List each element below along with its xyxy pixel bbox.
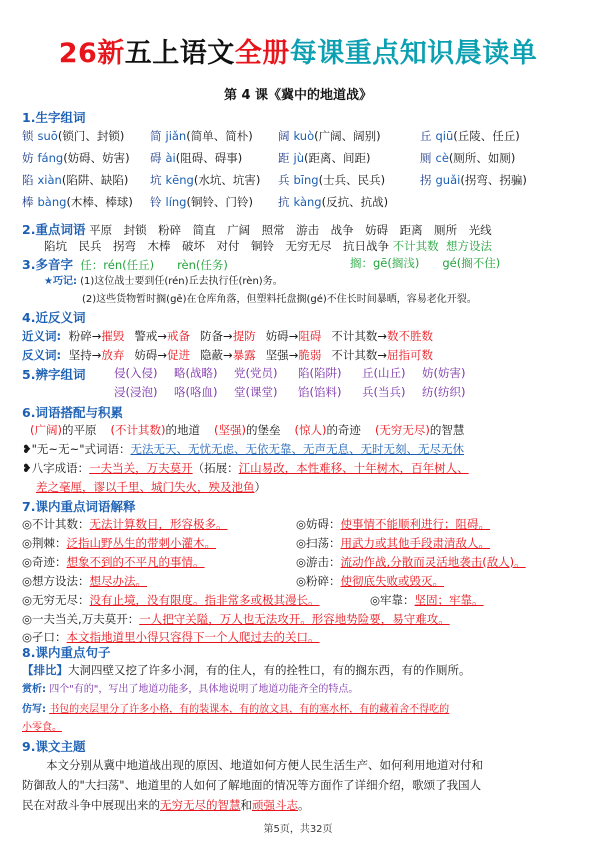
section-5-title: 5.辨字组词 (22, 367, 86, 382)
explanation-item (370, 594, 484, 608)
character-pinyin: kàng (293, 195, 322, 209)
similar-char-entry: 党(党员) (234, 366, 278, 380)
character-pinyin: qiū (435, 129, 454, 143)
character-entry (22, 130, 124, 144)
idiom-line-1: ❥八字成语：一夫当关，万夫莫开（拓展：江山易改，本性难移、十年树木，百年树人、 (22, 461, 469, 475)
character-pinyin: jù (293, 151, 304, 165)
collocation-noun: 的堡垒 (245, 423, 281, 437)
syn-word: 防备 (200, 329, 224, 343)
theme-highlight-2: 顽强斗志 (252, 798, 298, 812)
explanation-term: ◎不计其数： (22, 517, 90, 531)
character-pinyin: kēng (165, 173, 194, 187)
explanation-text: 无法计算数目，形容极多。 (89, 517, 228, 531)
key-sentence-text: 大洞四壁又挖了许多小洞，有的住人，有的拴牲口，有的搁东西，有的作厕所。 (68, 663, 471, 677)
character-entry (278, 130, 381, 144)
character-pinyin: guǎi (435, 173, 461, 187)
theme-connector: 和 (240, 798, 252, 812)
explanation-text: 想尽办法。 (89, 574, 148, 588)
explanation-term: ◎想方设法： (22, 574, 90, 588)
lesson-title: 第 4 课《冀中的地道战》 (223, 88, 373, 103)
collocations-line (30, 424, 464, 438)
character-glyph: 铃 (150, 195, 162, 209)
character-glyph: 拐 (420, 173, 432, 187)
character-entry (150, 152, 242, 166)
character-glyph: 距 (278, 151, 290, 165)
imitation-line-2 (22, 722, 62, 734)
character-glyph: 抗 (278, 195, 290, 209)
character-pinyin: bàng (37, 195, 67, 209)
character-entry (150, 196, 253, 210)
explanation-text: 流动作战,分散而灵活地袭击(敌人)。 (340, 555, 526, 569)
syn-pair-word: 提防 (232, 329, 256, 343)
wu-wu-label: "无~无~"式词语： (31, 442, 131, 456)
character-words: (拐弯、拐骗) (460, 173, 527, 187)
arrow-icon: → (223, 329, 233, 343)
polyphone-line (22, 257, 228, 273)
collocation-noun: 的平原 (61, 423, 97, 437)
section-3-title: 3.多音字 (22, 257, 73, 272)
explanation-term: ◎无穷无尽： (22, 593, 90, 607)
similar-char-entry: 侵(入侵) (114, 366, 158, 380)
explanation-item (22, 575, 147, 589)
idiom-extend-2: 差之毫厘，谬以千里、城门失火，殃及池鱼 (36, 480, 255, 494)
collocation-blank: (广阔) (30, 423, 62, 437)
wu-wu-words: 无法无天、无忧无虑、无依无靠、无声无息、无时无刻、无尽无休 (130, 442, 464, 456)
explanation-term: ◎一夫当关,万夫莫开： (22, 612, 140, 626)
character-words: (士兵、民兵) (318, 173, 386, 187)
imitation-line-1 (22, 704, 449, 716)
arrow-icon: → (91, 329, 102, 343)
character-glyph: 厕 (420, 151, 432, 165)
theme-text: 民在对敌斗争中展现出来的 (22, 798, 160, 812)
character-pinyin: jiǎn (165, 129, 187, 143)
similar-char-entry: 咯(咯血) (174, 385, 218, 399)
title-part-1: 26新 (58, 38, 125, 69)
idiom-extend-1: 江山易改，本性难移、十年树木，百年树人、 (238, 461, 469, 475)
explanation-item (296, 537, 490, 551)
character-pinyin: suō (37, 129, 58, 143)
character-words: (阻碍、碍事) (175, 151, 243, 165)
page-footer: 第5页，共32页 (263, 824, 333, 835)
explanation-item (296, 518, 490, 532)
character-entry (22, 174, 128, 188)
explanation-term: ◎游击： (296, 555, 341, 569)
key-words-line-1 (22, 222, 492, 238)
character-pinyin: cè (435, 151, 449, 165)
explanation-item (22, 631, 320, 645)
explanation-text: 坚固；牢靠。 (414, 593, 484, 607)
character-glyph: 阔 (278, 129, 290, 143)
memory-tip-2: (2)这些货物暂时搁(gē)在仓库角落，但塑料托盘搁(gé)不住长时间暴晒，容易老化开裂。 (82, 294, 477, 305)
explanation-item (296, 575, 444, 589)
explanation-text: 用武力或其他手段肃清敌人。 (340, 536, 491, 550)
character-entry (278, 152, 370, 166)
key-words-text-1: 平原 封锁 粉碎 简直 广阔 照常 游击 战争 妨碍 距离 厕所 光线 (89, 223, 492, 237)
syn-pair-word: 摧毁 (101, 329, 125, 343)
syn-word: 不计其数 (331, 329, 378, 343)
imitation-text-2: 小零食。 (22, 722, 62, 733)
character-words: (水坑、坑害) (193, 173, 261, 187)
explanation-text: 泛指山野丛生的带刺小灌木。 (66, 536, 217, 550)
section-4-title: 4.近反义词 (22, 310, 86, 325)
syn-pair-word: 数不胜数 (386, 329, 433, 343)
character-entry (22, 152, 130, 166)
idiom-extend-label: （拓展： (192, 461, 239, 475)
syn-word: 粉碎 (68, 329, 92, 343)
theme-line-2: 防御敌人的"大扫荡"、地道里的人如何了解地面的情况等方面作了详细介绍，歌颂了我国人 (22, 778, 482, 792)
arrow-icon: → (91, 348, 102, 362)
ant-pair-word: 脆弱 (298, 348, 322, 362)
explanation-term: ◎扫荡： (296, 536, 341, 550)
explanation-item (22, 537, 216, 551)
character-glyph: 陷 (22, 173, 34, 187)
character-entry (420, 152, 515, 166)
idiom-close-paren: ） (254, 480, 266, 494)
explanation-term: ◎奇迹： (22, 555, 67, 569)
memory-tip-label: ★巧记: (44, 276, 77, 287)
explanation-text: 使彻底失败或毁灭。 (340, 574, 445, 588)
similar-char-entry: 丘(山丘) (362, 366, 406, 380)
appreciation-text: 四个"有的"，写出了地道功能多，具体地说明了地道功能齐全的特点。 (49, 684, 359, 695)
explanation-term: ◎荆棘： (22, 536, 67, 550)
character-words: (厕所、如厕) (448, 151, 516, 165)
collocation-blank: (不计其数) (110, 423, 166, 437)
memory-tip-text-1: (1)这位战士要到任(rén)丘去执行任(rèn)务。 (80, 276, 283, 287)
section-2-title: 2.重点词语 (22, 222, 86, 237)
character-entry (22, 196, 133, 210)
character-pinyin: ài (165, 151, 176, 165)
idiom-line-2 (36, 481, 266, 495)
antonyms-row (22, 349, 433, 363)
character-entry (420, 130, 520, 144)
section-8-title: 8.课内重点句子 (22, 645, 111, 660)
syn-word: 警戒 (134, 329, 158, 343)
explanation-item (22, 594, 320, 608)
character-words: (铜铃、门铃) (186, 195, 253, 209)
similar-char-entry: 陷(陷阱) (298, 366, 342, 380)
explanation-term: ◎粉碎： (296, 574, 341, 588)
character-words: (陷阱、缺陷) (61, 173, 129, 187)
title-part-3: 全册 (234, 38, 290, 69)
polyphone-ren: 任：rén(任丘) rèn(任务) (80, 258, 228, 272)
section-7-title: 7.课内重点词语解释 (22, 499, 136, 514)
similar-char-entry: 兵(当兵) (362, 385, 406, 399)
wu-wu-line: ❥"无~无~"式词语：无法无天、无忧无虑、无依无靠、无声无息、无时无刻、无尽无休 (22, 442, 464, 456)
explanation-item (22, 556, 205, 570)
syn-word: 妨碍 (265, 329, 289, 343)
collocation-blank: (惊人) (294, 423, 327, 437)
appreciation-label: 赏析: (22, 684, 46, 695)
collocation-blank: (坚强) (213, 423, 246, 437)
character-entry (278, 174, 385, 188)
explanation-term: ◎牢靠： (370, 593, 415, 607)
character-glyph: 棒 (22, 195, 34, 209)
character-words: (距离、间距) (303, 151, 371, 165)
explanation-term: ◎孑口： (22, 630, 67, 644)
theme-highlight-1: 无穷无尽的智慧 (160, 798, 241, 812)
arrow-icon: → (157, 348, 168, 362)
idiom-main: 一夫当关，万夫莫开 (89, 461, 193, 475)
explanation-item (22, 613, 450, 627)
title-part-4: 每课重点知识晨读单 (289, 38, 538, 69)
title-part-2: 五上语文 (124, 38, 235, 69)
similar-char-entry: 馅(馅料) (298, 385, 342, 399)
character-glyph: 妨 (22, 151, 34, 165)
character-entry (278, 196, 388, 210)
theme-period: 。 (298, 798, 310, 812)
arrow-icon: → (223, 348, 233, 362)
arrow-icon: → (377, 329, 387, 343)
character-pinyin: xiàn (37, 173, 62, 187)
key-word-highlight-2: 想方设法 (445, 239, 492, 253)
character-glyph: 碍 (150, 151, 162, 165)
character-glyph: 兵 (278, 173, 290, 187)
similar-char-entry: 纺(纺织) (422, 385, 466, 399)
character-pinyin: líng (165, 195, 187, 209)
explanation-text: 本文指地道里小得只容得下一个人爬过去的关口。 (66, 630, 320, 644)
ant-word: 不计其数 (331, 348, 378, 362)
document-title (0, 38, 596, 70)
key-sentence (22, 664, 471, 678)
ant-pair-word: 暴露 (232, 348, 256, 362)
arrow-icon: → (288, 329, 299, 343)
arrow-icon: → (288, 348, 299, 362)
explanation-term: ◎妨碍： (296, 517, 341, 531)
theme-line-1: 本文分别从冀中地道战出现的原因、地道如何方便人民生活生产、如何利用地道对付和 (46, 758, 483, 772)
synonyms-row (22, 330, 433, 344)
character-glyph: 丘 (420, 129, 432, 143)
memory-tip-1 (44, 276, 283, 288)
character-words: (妨碍、妨害) (63, 151, 130, 165)
collocation-noun: 的地道 (165, 423, 200, 437)
imitation-label: 仿写: (22, 704, 46, 715)
key-words-text-2: 陷坑 民兵 拐弯 木棒 破坏 对付 铜铃 无穷无尽 抗日战争 (44, 239, 389, 253)
ant-pair-word: 放弃 (101, 348, 125, 362)
character-words: (反抗、抗战) (321, 195, 389, 209)
character-glyph: 坑 (150, 173, 162, 187)
character-words: (广阔、阔别) (314, 129, 381, 143)
collocation-noun: 的智慧 (429, 423, 465, 437)
character-words: (木棒、棒球) (66, 195, 133, 209)
explanation-text: 没有止境，没有限度。指非常多或极其漫长。 (89, 593, 320, 607)
character-entry (150, 174, 260, 188)
appreciation (22, 684, 358, 696)
character-pinyin: kuò (293, 129, 315, 143)
synonyms-label: 近义词: (22, 329, 62, 343)
antonyms-label: 反义词: (22, 348, 62, 362)
character-entry (150, 130, 253, 144)
explanation-text: 使事情不能顺利进行；阻碍。 (340, 517, 491, 531)
explanation-text: 一人把守关隘，万人也无法攻开。形容地势险要，易守难攻。 (139, 612, 450, 626)
character-words: (简单、简朴) (186, 129, 253, 143)
rhetoric-tag: 【排比】 (22, 663, 68, 677)
key-word-highlight-1: 不计其数 (392, 239, 439, 253)
character-glyph: 锁 (22, 129, 34, 143)
syn-pair-word: 阻碍 (298, 329, 322, 343)
section-6-title: 6.词语搭配与积累 (22, 405, 123, 420)
section-1-title: 1.生字组词 (22, 110, 86, 125)
key-words-line-2 (44, 240, 492, 254)
explanation-item (22, 518, 228, 532)
ant-pair-word: 屈指可数 (386, 348, 433, 362)
character-words: (丘陵、任丘) (453, 129, 520, 143)
syn-pair-word: 戒备 (167, 329, 191, 343)
collocation-blank: (无穷无尽) (374, 423, 430, 437)
character-words: (锁门、封锁) (57, 129, 125, 143)
arrow-icon: → (377, 348, 387, 362)
ant-word: 隐蔽 (200, 348, 224, 362)
ant-word: 坚持 (68, 348, 92, 362)
polyphone-ge: 搁：gē(搁浅) gé(搁不住) (350, 256, 501, 270)
similar-char-entry: 堂(课堂) (234, 385, 278, 399)
ant-word: 妨碍 (134, 348, 158, 362)
explanation-text: 想象不到的不平凡的事情。 (66, 555, 205, 569)
collocation-noun: 的奇迹 (326, 423, 361, 437)
character-entry (420, 174, 527, 188)
character-pinyin: bīng (293, 173, 319, 187)
similar-char-entry: 略(战略) (174, 366, 218, 380)
idiom-label: 八字成语： (31, 461, 90, 475)
similar-char-entry: 浸(浸泡) (114, 385, 158, 399)
character-glyph: 简 (150, 129, 162, 143)
ant-pair-word: 促进 (167, 348, 191, 362)
imitation-text-1: 书包的夹层里分了许多小格，有的装课本，有的放文具，有的塞水杯，有的藏着舍不得吃的 (49, 704, 450, 715)
similar-char-entry: 妨(妨害) (422, 366, 466, 380)
section-9-title: 9.课文主题 (22, 739, 86, 754)
theme-line-3 (22, 799, 310, 813)
character-pinyin: fáng (37, 151, 64, 165)
ant-word: 坚强 (265, 348, 289, 362)
explanation-item (296, 556, 526, 570)
arrow-icon: → (157, 329, 168, 343)
